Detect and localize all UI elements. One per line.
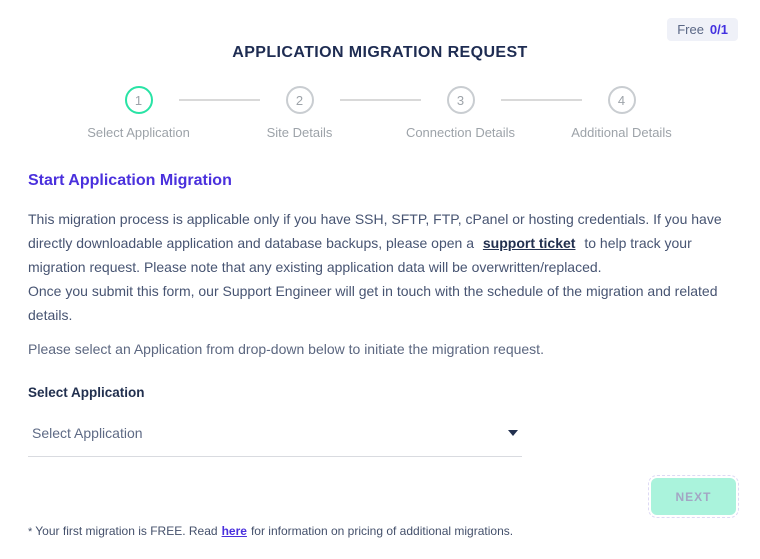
step-4-number: 4 [617, 92, 626, 108]
step-1-circle [125, 86, 153, 114]
stepper [0, 86, 760, 140]
step-1-label: Select Application [87, 125, 190, 140]
step-2-label: Site Details [266, 125, 333, 140]
free-migrations-badge [667, 18, 738, 41]
migration-intro-paragraph [28, 207, 732, 279]
pricing-here-link[interactable]: here [221, 524, 247, 538]
support-ticket-link[interactable]: support ticket [482, 235, 576, 251]
submit-note-paragraph: Once you submit this form, our Support Engineer will get in touch with the schedule of the migration and related details. [28, 283, 718, 323]
chevron-down-icon [508, 430, 518, 436]
step-4-circle [608, 86, 636, 114]
select-prompt-text: Please select an Application from drop-down below to initiate the migration request. [28, 341, 544, 357]
intro-text-before-link: This migration process is applicable only if you have SSH, SFTP, FTP, cPanel or hosting credentials. If you have directly downloadable application and database backups, please open a [28, 211, 722, 251]
step-1-number: 1 [134, 92, 143, 108]
stepper-step-site-details [219, 86, 380, 140]
stepper-step-additional-details [541, 86, 702, 140]
asterisk-mark: * [28, 526, 33, 538]
main-content [28, 172, 732, 457]
pricing-footnote [28, 524, 513, 538]
step-3-circle [447, 86, 475, 114]
badge-free-label: Free [677, 22, 704, 37]
step-4-label: Additional Details [571, 125, 672, 140]
stepper-step-select-application [58, 86, 219, 140]
section-heading: Start Application Migration [28, 172, 232, 189]
step-2-circle [286, 86, 314, 114]
footnote-text-before-link: Your first migration is FREE. Read [35, 524, 218, 538]
step-2-number: 2 [295, 92, 304, 108]
step-3-label: Connection Details [405, 125, 516, 140]
next-button[interactable]: NEXT [651, 478, 736, 515]
intro-text-after-link: to help track your migration request. Please note that any existing application data will be overwritten/replaced. [28, 235, 692, 275]
stepper-step-connection-details [380, 86, 541, 140]
badge-count: 0/1 [709, 22, 728, 37]
application-select-dropdown[interactable] [28, 425, 522, 457]
select-application-field-label: Select Application [28, 385, 145, 400]
footnote-text-after-link: for information on pricing of additional migrations. [250, 524, 514, 538]
application-select-value: Select Application [32, 425, 143, 441]
step-3-number: 3 [456, 92, 465, 108]
page-title: APPLICATION MIGRATION REQUEST [232, 44, 528, 61]
